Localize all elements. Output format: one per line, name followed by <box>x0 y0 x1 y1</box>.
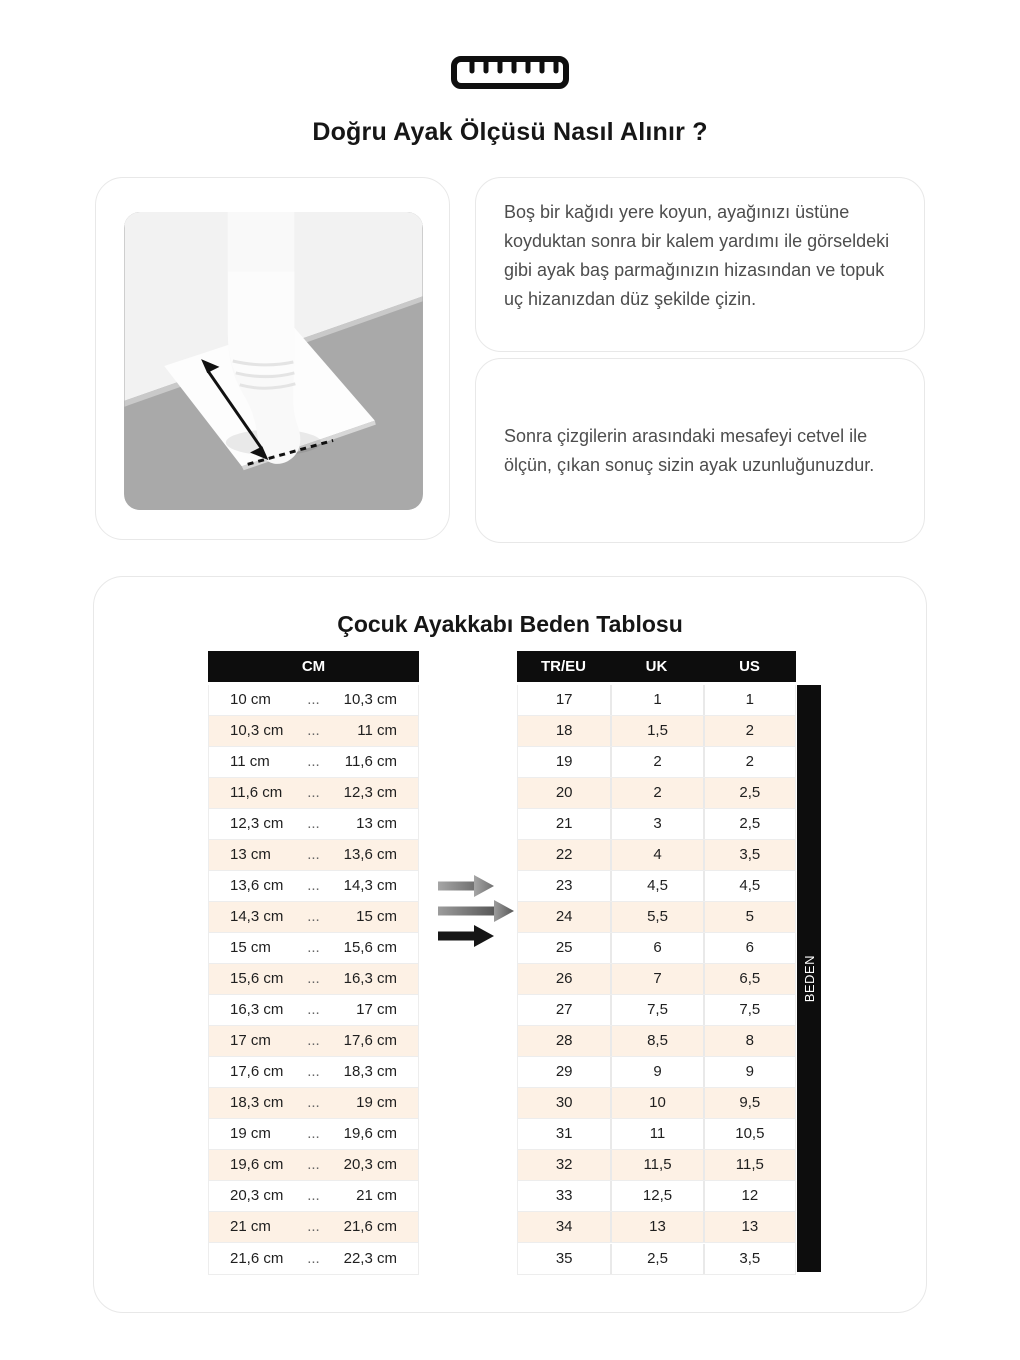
cm-table-row <box>209 995 418 1026</box>
size-table-cell: 2 <box>703 716 795 746</box>
cm-table-row <box>209 871 418 902</box>
size-table-row <box>518 964 795 995</box>
cm-table-cell: 17 cm <box>230 1032 271 1049</box>
size-table-cell: 5,5 <box>610 902 702 932</box>
cm-table-cell: 21 cm <box>356 1187 397 1204</box>
foot-measurement-image <box>124 212 423 510</box>
how-to-section <box>95 177 1020 543</box>
size-table-cell: 9,5 <box>703 1088 795 1118</box>
size-table-row <box>518 747 795 778</box>
size-table-cell: 26 <box>555 970 573 987</box>
cm-table-row <box>209 1119 418 1150</box>
cm-table-cell: 19 cm <box>230 1125 271 1142</box>
cm-table-cell: ... <box>307 722 320 739</box>
cm-table-row <box>209 685 418 716</box>
size-table-row <box>518 1026 795 1057</box>
size-table-cell: 19 <box>555 753 573 770</box>
cm-table-header: CM <box>208 651 419 682</box>
size-table-header-row <box>517 651 796 682</box>
size-table-cell: 5 <box>703 902 795 932</box>
size-table-cell: 3 <box>610 809 702 839</box>
cm-table-cell: ... <box>307 1156 320 1173</box>
size-table-cell: 9 <box>703 1057 795 1087</box>
cm-table-cell: 15,6 cm <box>343 939 397 956</box>
cm-table-row <box>209 1212 418 1243</box>
size-table-row <box>518 1088 795 1119</box>
cm-table-cell: 21,6 cm <box>230 1249 284 1267</box>
cm-table-cell: 11 cm <box>230 753 270 770</box>
cm-table-cell: ... <box>307 939 320 956</box>
size-table-cell: 12,5 <box>610 1181 702 1211</box>
size-table-row <box>518 1057 795 1088</box>
size-table-cell: 13 <box>610 1212 702 1242</box>
size-table-cell: 21 <box>555 815 573 832</box>
cm-table-row <box>209 1057 418 1088</box>
cm-table-cell: ... <box>307 908 320 925</box>
beden-side-label-text: BEDEN <box>801 954 817 1003</box>
cm-table-cell: 13,6 cm <box>230 877 284 894</box>
cm-table-cell: 13 cm <box>230 846 271 863</box>
size-tables <box>94 651 926 1275</box>
cm-table-cell: ... <box>307 1249 320 1267</box>
cm-table-cell: 18,3 cm <box>230 1094 284 1111</box>
size-table-cell: 29 <box>555 1063 573 1080</box>
size-table-cell: 6 <box>610 933 702 963</box>
instruction-step-2-text: Sonra çizgilerin arasındaki mesafeyi cetvel ile ölçün, çıkan sonuç sizin ayak uzunluğunuzdur. <box>504 425 875 475</box>
size-table-cell: 10 <box>610 1088 702 1118</box>
cm-table-row <box>209 1181 418 1212</box>
size-table-cell: 33 <box>555 1187 573 1204</box>
instruction-step-1 <box>475 177 925 352</box>
cm-table-cell: ... <box>307 877 320 894</box>
cm-table-body <box>208 685 419 1275</box>
size-table-row <box>518 871 795 902</box>
cm-table-cell: 12,3 cm <box>343 784 397 801</box>
cm-table-cell: ... <box>307 1001 320 1018</box>
size-table-card <box>93 576 927 1313</box>
size-table-row <box>518 1119 795 1150</box>
size-table-cell: 23 <box>555 877 573 894</box>
cm-table-cell: 21 cm <box>230 1218 271 1235</box>
size-table-row <box>518 716 795 747</box>
page-title: Doğru Ayak Ölçüsü Nasıl Alınır ? <box>312 118 708 146</box>
size-table-cell: 24 <box>555 908 573 925</box>
cm-table-cell: 11 cm <box>357 722 397 739</box>
cm-table-cell: ... <box>307 1125 320 1142</box>
cm-table-cell: 15 cm <box>356 908 397 925</box>
size-table-cell: 8,5 <box>610 1026 702 1056</box>
size-table-cell: 30 <box>555 1094 573 1111</box>
cm-table-row <box>209 964 418 995</box>
instruction-steps <box>475 177 925 543</box>
cm-table-row <box>209 1150 418 1181</box>
size-table-cell: 25 <box>555 939 573 956</box>
cm-table-row <box>209 1026 418 1057</box>
size-table-cell: 31 <box>555 1125 573 1142</box>
size-table-header-us: US <box>739 658 760 675</box>
cm-table-cell: 17,6 cm <box>230 1063 284 1080</box>
cm-table-cell: 11,6 cm <box>344 753 397 770</box>
size-table-row <box>518 1243 795 1274</box>
size-table-header-uk: UK <box>645 658 668 675</box>
size-table-cell: 9 <box>610 1057 702 1087</box>
size-table-row <box>518 1212 795 1243</box>
cm-table-cell: 10,3 cm <box>343 691 397 708</box>
ruler-icon <box>0 52 1020 92</box>
cm-table-cell: 17,6 cm <box>343 1032 397 1049</box>
cm-table-row <box>209 809 418 840</box>
cm-table-cell: ... <box>307 1094 320 1111</box>
cm-table-row <box>209 778 418 809</box>
size-table-cell: 11,5 <box>610 1150 702 1180</box>
size-table-header-treu: TR/EU <box>541 658 586 675</box>
cm-table-cell: 18,3 cm <box>343 1063 397 1080</box>
size-table-row <box>518 685 795 716</box>
size-table-cell: 7,5 <box>610 995 702 1025</box>
cm-table-row <box>209 1088 418 1119</box>
size-table-cell: 2 <box>703 747 795 777</box>
size-table-cell: 2,5 <box>703 778 795 808</box>
size-table-cell: 2,5 <box>610 1244 702 1274</box>
cm-table-cell: 19,6 cm <box>343 1125 397 1142</box>
cm-table-cell: 11,6 cm <box>230 784 283 801</box>
cm-table-row <box>209 902 418 933</box>
cm-table-row <box>209 716 418 747</box>
size-table-row <box>518 778 795 809</box>
size-table-cell: 18 <box>555 722 573 739</box>
size-table-cell: 32 <box>555 1156 573 1173</box>
cm-table-cell: ... <box>307 846 320 863</box>
instruction-step-1-text: Boş bir kağıdı yere koyun, ayağınızı üstüne koyduktan sonra bir kalem yardımı ile görseldeki gibi ayak baş parmağınızın hizasından ve topuk uç hizanızdan düz şekilde çizin. <box>504 202 890 309</box>
cm-table-row <box>209 1243 418 1274</box>
cm-table-cell: ... <box>307 784 320 801</box>
size-table-cell: 4 <box>610 840 702 870</box>
cm-table-cell: ... <box>307 753 320 770</box>
cm-table-cell: ... <box>307 1032 320 1049</box>
cm-table-cell: 20,3 cm <box>343 1156 397 1173</box>
cm-table-cell: 16,3 cm <box>343 970 397 987</box>
cm-table-cell: 14,3 cm <box>230 908 284 925</box>
size-table-body <box>517 685 796 1275</box>
cm-table <box>208 651 419 1275</box>
size-table-cell: 35 <box>555 1249 573 1267</box>
size-table-cell: 12 <box>703 1181 795 1211</box>
cm-table-cell: 13 cm <box>356 815 397 832</box>
size-table-cell: 2 <box>610 747 702 777</box>
cm-table-cell: 10 cm <box>230 691 271 708</box>
cm-table-cell: 20,3 cm <box>230 1187 284 1204</box>
instruction-step-2 <box>475 358 925 543</box>
cm-table-row <box>209 933 418 964</box>
cm-table-cell: ... <box>307 970 320 987</box>
size-table-cell: 7,5 <box>703 995 795 1025</box>
size-table-cell: 6 <box>703 933 795 963</box>
size-table-row <box>518 1150 795 1181</box>
size-table-row <box>518 809 795 840</box>
page-header <box>0 0 1020 147</box>
size-table-cell: 8 <box>703 1026 795 1056</box>
size-table-cell: 3,5 <box>703 1244 795 1274</box>
size-table-cell: 11 <box>610 1119 702 1149</box>
cm-table-cell: 12,3 cm <box>230 815 284 832</box>
foot-measurement-photo-card <box>95 177 450 540</box>
size-table-cell: 11,5 <box>703 1150 795 1180</box>
size-table-row <box>518 995 795 1026</box>
beden-side-label <box>797 685 821 1272</box>
conversion-arrows-icon <box>419 651 517 949</box>
cm-table-cell: 21,6 cm <box>343 1218 397 1235</box>
size-table-cell: 2,5 <box>703 809 795 839</box>
size-table-cell: 7 <box>610 964 702 994</box>
size-table-cell: 28 <box>555 1032 573 1049</box>
cm-table-cell: ... <box>307 1187 320 1204</box>
size-table-cell: 10,5 <box>703 1119 795 1149</box>
size-table-cell: 4,5 <box>610 871 702 901</box>
cm-table-cell: 15,6 cm <box>230 970 284 987</box>
cm-table-row <box>209 747 418 778</box>
size-table-cell: 13 <box>703 1212 795 1242</box>
size-table-cell: 17 <box>555 691 573 708</box>
size-table-row <box>518 902 795 933</box>
cm-table-cell: 15 cm <box>230 939 271 956</box>
size-table-cell: 22 <box>555 846 573 863</box>
cm-table-cell: ... <box>307 815 320 832</box>
cm-table-cell: 19 cm <box>356 1094 397 1111</box>
cm-table-cell: 19,6 cm <box>230 1156 284 1173</box>
cm-table-cell: 14,3 cm <box>343 877 397 894</box>
cm-table-cell: ... <box>307 1218 320 1235</box>
cm-table-cell: ... <box>307 1063 320 1080</box>
size-table-cell: 34 <box>555 1218 573 1235</box>
size-table-cell: 1,5 <box>610 716 702 746</box>
size-table-cell: 27 <box>555 1001 573 1018</box>
size-table-cell: 3,5 <box>703 840 795 870</box>
cm-table-cell: 22,3 cm <box>343 1249 397 1267</box>
cm-table-cell: 16,3 cm <box>230 1001 284 1018</box>
size-table-row <box>518 840 795 871</box>
size-table-cell: 1 <box>610 685 702 715</box>
size-conversion-table <box>517 651 796 1275</box>
size-table-title: Çocuk Ayakkabı Beden Tablosu <box>337 611 683 637</box>
size-table-cell: 1 <box>703 685 795 715</box>
cm-table-cell: 10,3 cm <box>230 722 284 739</box>
size-table-cell: 6,5 <box>703 964 795 994</box>
size-table-row <box>518 933 795 964</box>
cm-table-cell: 13,6 cm <box>343 846 397 863</box>
cm-table-cell: ... <box>307 691 320 708</box>
size-table-row <box>518 1181 795 1212</box>
size-table-cell: 4,5 <box>703 871 795 901</box>
size-table-cell: 2 <box>610 778 702 808</box>
cm-table-row <box>209 840 418 871</box>
size-table-cell: 20 <box>555 784 573 801</box>
cm-table-cell: 17 cm <box>356 1001 397 1018</box>
